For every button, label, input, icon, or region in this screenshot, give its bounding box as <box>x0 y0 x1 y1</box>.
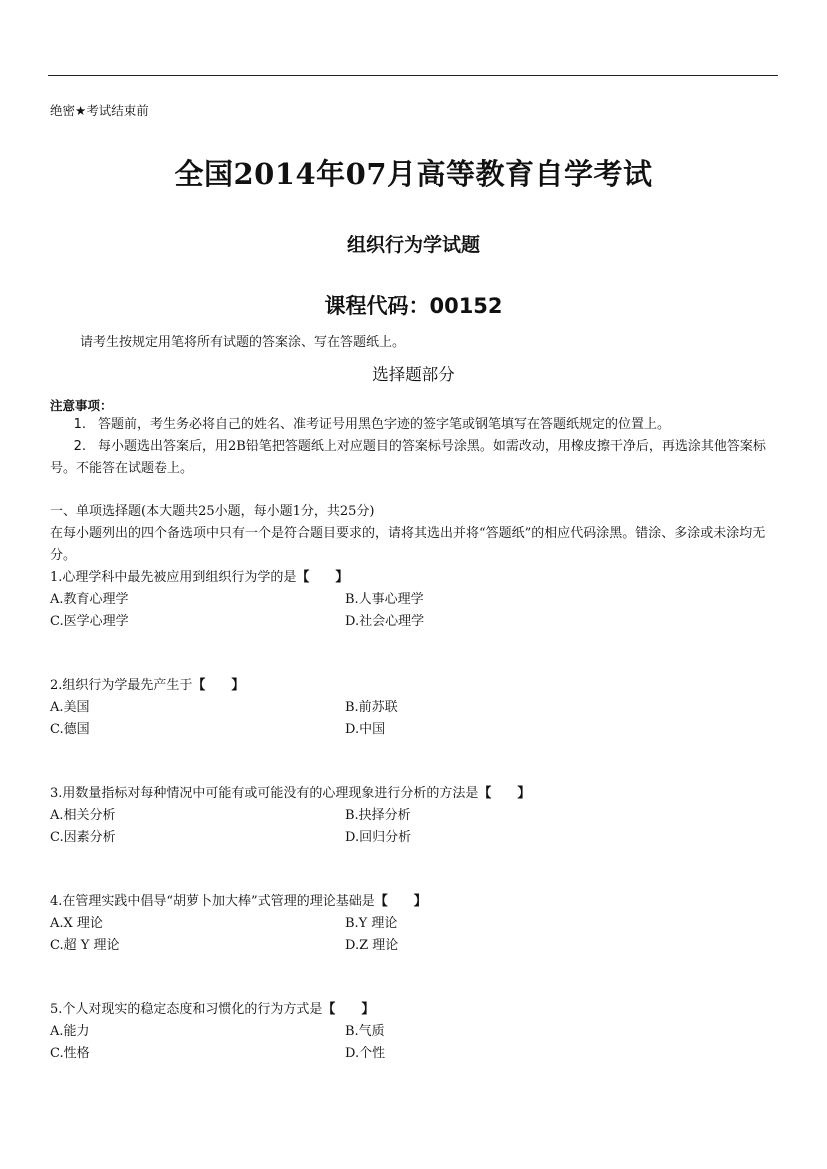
notice-text: 答题前，考生务必将自己的姓名、准考证号用黑色字迹的签字笔或钢笔填写在答题纸规定的位置上。 <box>98 417 671 432</box>
part-description: 在每小题列出的四个备选项中只有一个是符合题目要求的，请将其选出并将“答题纸”的相应代码涂黑。错涂、多涂或未涂均无分。 <box>50 526 766 563</box>
header-rule <box>48 75 778 76</box>
part-heading: 一、单项选择题(本大题共25小题，每小题1分，共25分) <box>50 504 375 519</box>
question-item <box>50 999 778 1065</box>
option-d: D.社会心理学 <box>345 614 425 629</box>
option-row <box>50 827 778 849</box>
answer-instruction: 请考生按规定用笔将所有试题的答案涂、写在答题纸上。 <box>80 335 406 350</box>
answer-bracket: 【 】 <box>296 570 349 585</box>
question-stem <box>50 891 778 913</box>
option-row <box>50 611 778 633</box>
option-a: A.美国 <box>50 700 90 715</box>
exam-title: 全国2014年07月高等教育自学考试 <box>174 157 653 191</box>
section-title: 选择题部分 <box>372 365 455 384</box>
answer-bracket: 【 】 <box>374 894 427 909</box>
option-b: B.抉择分析 <box>345 808 411 823</box>
course-code: 课程代码：00152 <box>324 294 503 318</box>
question-item <box>50 783 778 849</box>
notice-item <box>50 436 778 480</box>
option-d: D.回归分析 <box>345 830 412 845</box>
question-item <box>50 675 778 741</box>
option-c: C.德国 <box>50 722 90 737</box>
option-c: C.超 Y 理论 <box>50 938 120 953</box>
question-item <box>50 567 778 633</box>
question-text: 4.在管理实践中倡导“胡萝卜加大棒”式管理的理论基础是 <box>50 894 375 909</box>
question-text: 3.用数量指标对每种情况中可能有或可能没有的心理现象进行分析的方法是 <box>50 786 479 801</box>
question-text: 1.心理学科中最先被应用到组织行为学的是 <box>50 570 297 585</box>
notice-item <box>50 414 778 436</box>
question-stem <box>50 999 778 1021</box>
question-text: 5.个人对现实的稳定态度和习惯化的行为方式是 <box>50 1002 323 1017</box>
exam-subtitle: 组织行为学试题 <box>346 234 480 256</box>
option-row <box>50 719 778 741</box>
answer-bracket: 【 】 <box>322 1002 375 1017</box>
answer-bracket: 【 】 <box>192 678 245 693</box>
notice-number: 1. <box>73 417 86 432</box>
question-stem <box>50 783 778 805</box>
question-item <box>50 891 778 957</box>
answer-bracket: 【 】 <box>478 786 531 801</box>
option-c: C.因素分析 <box>50 830 116 845</box>
notice-list <box>50 414 778 480</box>
option-row <box>50 935 778 957</box>
option-row <box>50 1043 778 1065</box>
question-stem <box>50 675 778 697</box>
part-one-intro <box>50 501 778 567</box>
notice-text: 每小题选出答案后，用2B铅笔把答题纸上对应题目的答案标号涂黑。如需改动，用橡皮擦干净后，再选涂其他答案标号。不能答在试题卷上。 <box>50 439 766 476</box>
option-d: D.个性 <box>345 1046 386 1061</box>
option-d: D.中国 <box>345 722 386 737</box>
option-d: D.Z 理论 <box>345 938 399 953</box>
option-b: B.气质 <box>345 1024 385 1039</box>
option-b: B.Y 理论 <box>345 916 398 931</box>
notice-number: 2. <box>73 439 86 454</box>
confidential-label: 绝密★考试结束前 <box>50 103 149 118</box>
question-stem <box>50 567 778 589</box>
option-b: B.人事心理学 <box>345 592 424 607</box>
option-a: A.能力 <box>50 1024 90 1039</box>
option-row <box>50 697 778 719</box>
option-c: C.医学心理学 <box>50 614 129 629</box>
question-text: 2.组织行为学最先产生于 <box>50 678 193 693</box>
option-c: C.性格 <box>50 1046 90 1061</box>
option-b: B.前苏联 <box>345 700 398 715</box>
option-row <box>50 1021 778 1043</box>
option-a: A.相关分析 <box>50 808 116 823</box>
option-row <box>50 913 778 935</box>
option-a: A.教育心理学 <box>50 592 129 607</box>
option-a: A.X 理论 <box>50 916 103 931</box>
option-row <box>50 589 778 611</box>
option-row <box>50 805 778 827</box>
notice-title: 注意事项： <box>50 398 113 413</box>
